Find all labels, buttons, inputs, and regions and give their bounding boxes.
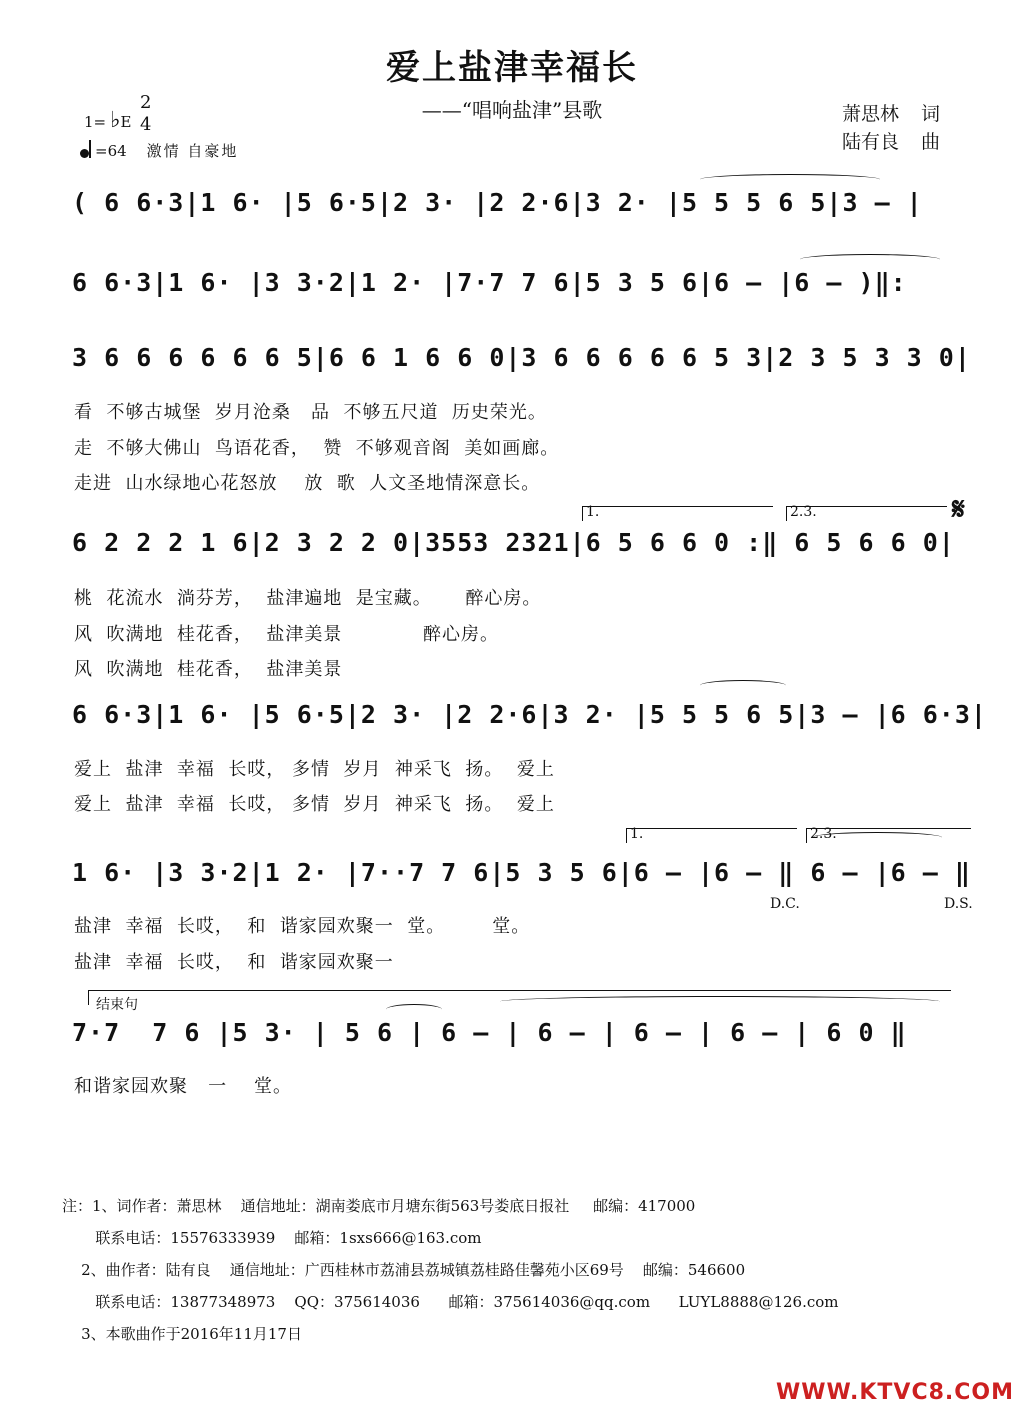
credits [842, 100, 940, 156]
volta-1-label: 1. [630, 826, 644, 842]
time-top: 2 [140, 92, 152, 113]
lyricist-role: 词 [921, 103, 941, 125]
lyric-line: 和谐家园欢聚 一 堂。 [74, 1076, 293, 1097]
score-line-7: 7·7 7 6 |5 3· | 5 6 | 6 – | 6 – | 6 – | 6 – | 6 0 ‖ [72, 1018, 907, 1047]
composer-line [842, 128, 940, 156]
time-bottom: 4 [140, 114, 152, 135]
song-title: 爱上盐津幸福长 [386, 48, 638, 88]
volta-1-label: 1. [586, 504, 600, 520]
segno-icon: 𝄋 [952, 492, 965, 527]
ending-label: 结束句 [96, 997, 138, 1013]
volta-bracket-1 [582, 506, 773, 521]
score-line-4: 6 2 2 2 1 6|2 3 2 2 0|3553 2321|6 5 6 6 0 :‖ 6 5 6 6 0| [72, 528, 955, 557]
lyric-line: 爱上 盐津 幸福 长哎， 多情 岁月 神采飞 扬。 爱上 [74, 759, 555, 780]
lyric-line: 盐津 幸福 长哎， 和 谐家园欢聚一 [74, 952, 394, 973]
mood-text: 激情 自豪地 [146, 142, 239, 160]
slur-arc [700, 174, 880, 185]
slur-arc [800, 254, 940, 265]
note-stem-icon [89, 140, 91, 158]
note-row: 注：1、词作者：萧思林 通信地址：湖南娄底市月塘东街563号娄底日报社 邮编：417000 [62, 1197, 696, 1215]
composer-role: 曲 [921, 131, 941, 153]
flat-icon: ♭ [110, 108, 121, 133]
tempo-marking [80, 140, 238, 161]
footnotes [62, 1190, 839, 1350]
score-line-6: 1 6· |3 3·2|1 2· |7··7 7 6|5 3 5 6|6 – |6 – ‖ 6 – |6 – ‖ [72, 858, 971, 887]
score-line-2: 6 6·3|1 6· |3 3·2|1 2· |7·7 7 6|5 3 5 6|6 – |6 – )‖: [72, 268, 907, 297]
lyric-line: 走进 山水绿地心花怒放 放 歌 人文圣地情深意长。 [74, 473, 541, 494]
tempo-value: =64 [95, 142, 127, 160]
volta-23-label: 2.3. [790, 504, 817, 520]
lyric-line: 桃 花流水 淌芬芳， 盐津遍地 是宝藏。 醉心房。 [74, 588, 542, 609]
time-signature [140, 92, 151, 136]
lyric-line: 看 不够古城堡 岁月沧桑 品 不够五尺道 历史荣光。 [74, 402, 547, 423]
lyricist-name: 萧思林 [842, 103, 900, 125]
volta-23-label: 2.3. [810, 826, 837, 842]
composer-name: 陆有良 [842, 131, 900, 153]
note-row: 3、本歌曲作于2016年11月17日 [62, 1325, 302, 1343]
key-prefix: 1= [84, 113, 107, 131]
slur-arc [700, 680, 786, 691]
key-letter: E [120, 113, 132, 131]
lyric-line: 风 吹满地 桂花香， 盐津美景 [74, 659, 343, 680]
ds-marking: D.S. [944, 896, 973, 912]
lyric-line: 走 不够大佛山 鸟语花香， 赞 不够观音阁 美如画廊。 [74, 438, 560, 459]
slur-arc [812, 832, 942, 843]
slur-arc [386, 1004, 442, 1015]
score-line-3: 3 6 6 6 6 6 6 5|6 6 1 6 6 0|3 6 6 6 6 6 5 3|2 3 5 3 3 0| [72, 343, 971, 372]
score-line-5: 6 6·3|1 6· |5 6·5|2 3· |2 2·6|3 2· |5 5 5 6 5|3 – |6 6·3| [72, 700, 987, 729]
volta-bracket-1b [626, 828, 797, 843]
slur-arc [500, 996, 940, 1007]
lyric-line: 爱上 盐津 幸福 长哎， 多情 岁月 神采飞 扬。 爱上 [74, 794, 555, 815]
lyric-line: 风 吹满地 桂花香， 盐津美景 醉心房。 [74, 624, 499, 645]
song-subtitle: ——“唱响盐津”县歌 [421, 98, 603, 122]
site-watermark: WWW.KTVC8.COM [776, 1380, 1014, 1405]
note-row: 联系电话：15576333939 邮箱：1sxs666@163.com [62, 1229, 482, 1247]
note-row: 2、曲作者：陆有良 通信地址：广西桂林市荔浦县荔城镇荔桂路佳馨苑小区69号 邮编：546600 [62, 1261, 746, 1279]
note-row: 联系电话：13877348973 QQ：375614036 邮箱：375614036@qq.com LUYL8888@126.com [62, 1293, 839, 1311]
lyric-line: 盐津 幸福 长哎， 和 谐家园欢聚一 堂。 堂。 [74, 916, 531, 937]
dc-marking: D.C. [770, 896, 800, 912]
key-signature [84, 92, 152, 135]
quarter-note-icon [80, 149, 89, 158]
score-line-1: ( 6 6·3|1 6· |5 6·5|2 3· |2 2·6|3 2· |5 5 5 6 5|3 – | [72, 188, 923, 217]
lyricist-line [842, 100, 940, 128]
